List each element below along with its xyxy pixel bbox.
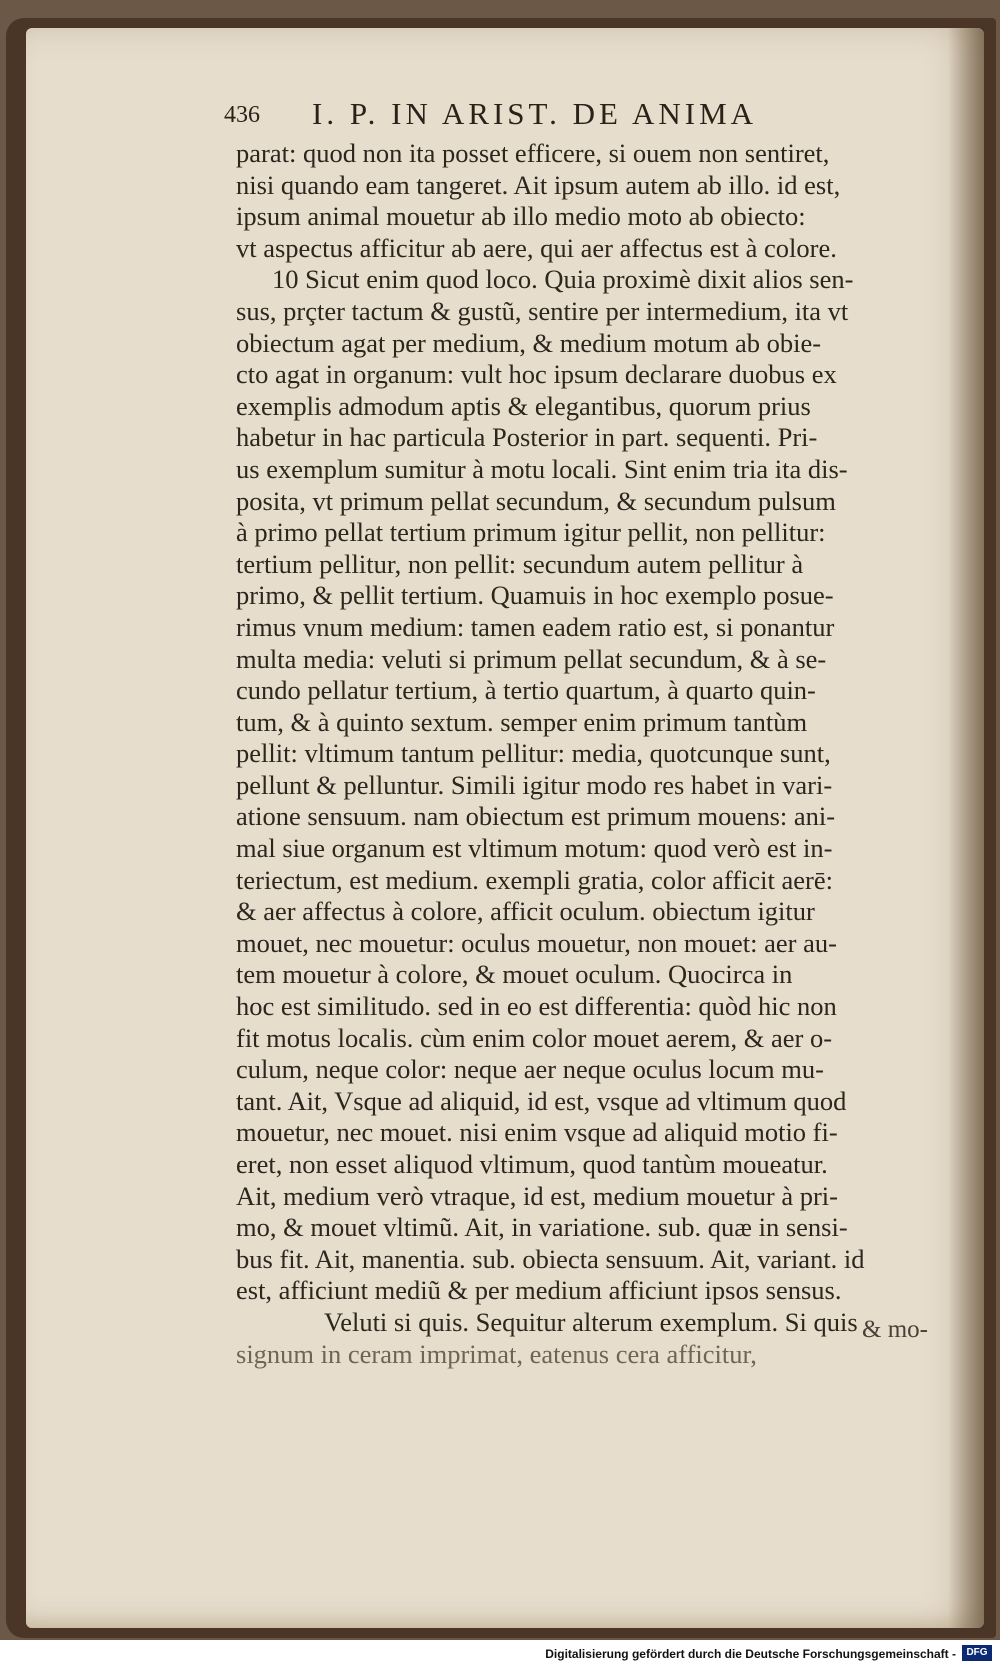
text-line: obiectum agat per medium, & medium motum ab obie- <box>236 327 822 358</box>
text-line: pellit: vltimum tantum pellitur: media, quotcunque sunt, <box>236 738 831 769</box>
text-line: mouetur, nec mouet. nisi enim vsque ad aliquid motio fi- <box>236 1117 838 1148</box>
text-line: tum, & à quinto sextum. semper enim primum tantùm <box>236 706 808 737</box>
dfg-logo: DFG <box>962 1645 992 1661</box>
text-line: mouet, nec mouetur: oculus mouetur, non mouet: aer au- <box>236 927 837 958</box>
catchword: & mo- <box>862 1316 928 1343</box>
text-line: pellunt & pelluntur. Simili igitur modo res habet in vari- <box>236 769 833 800</box>
text-line: nisi quando eam tangeret. Ait ipsum autem ab illo. id est, <box>236 169 841 200</box>
text-line: bus fit. Ait, manentia. sub. obiecta sensuum. Ait, variant. id <box>236 1243 865 1274</box>
body-text <box>236 138 916 1370</box>
text-line: us exemplum sumitur à motu locali. Sint enim tria ita dis- <box>236 453 848 484</box>
text-line: Veluti si quis. Sequitur alterum exemplum. Si quis <box>324 1306 858 1337</box>
text-line: parat: quod non ita posset efficere, si ouem non sentiret, <box>236 138 830 168</box>
page-number: 436 <box>224 102 260 128</box>
running-head <box>224 96 804 136</box>
text-line: tem mouetur à colore, & mouet oculum. Quocirca in <box>236 959 793 990</box>
text-line: teriectum, est medium. exempli gratia, color afficit aerē: <box>236 864 833 895</box>
funding-credit: Digitalisierung gefördert durch die Deutsche Forschungsgemeinschaft - <box>545 1647 956 1661</box>
page-gutter-shadow <box>948 28 984 1628</box>
text-line: 10 Sicut enim quod loco. Quia proximè dixit alios sen- <box>272 264 854 295</box>
text-line: hoc est similitudo. sed in eo est differentia: quòd hic non <box>236 991 837 1022</box>
text-line: rimus vnum medium: tamen eadem ratio est, si ponantur <box>236 611 835 642</box>
text-line: cundo pellatur tertium, à tertio quartum, à quarto quin- <box>236 675 816 706</box>
text-line: culum, neque color: neque aer neque oculus locum mu- <box>236 1054 824 1085</box>
text-line: tant. Ait, Vsque ad aliquid, id est, vsque ad vltimum quod <box>236 1085 847 1116</box>
text-line: sus, prçter tactum & gustũ, sentire per intermedium, ita vt <box>236 295 849 326</box>
text-line: vt aspectus afficitur ab aere, qui aer affectus est à colore. <box>236 232 837 263</box>
text-line: posita, vt primum pellat secundum, & secundum pulsum <box>236 485 836 516</box>
text-line: primo, & pellit tertium. Quamuis in hoc exemplo posue- <box>236 580 834 611</box>
text-line: fit motus localis. cùm enim color mouet aerem, & aer o- <box>236 1022 833 1053</box>
text-line: eret, non esset aliquod vltimum, quod tantùm moueatur. <box>236 1149 828 1179</box>
text-line: atione sensuum. nam obiectum est primum mouens: ani- <box>236 801 836 832</box>
text-line: multa media: veluti si primum pellat secundum, & à se- <box>236 643 827 674</box>
text-line: est, afficiunt mediũ & per medium afficiunt ipsos sensus. <box>236 1275 842 1306</box>
text-line: signum in ceram imprimat, eatenus cera afficitur, <box>236 1338 757 1369</box>
text-line: ipsum animal mouetur ab illo medio moto ab obiecto: <box>236 201 806 232</box>
text-line: mo, & mouet vltimũ. Ait, in variatione. sub. quæ in sensi- <box>236 1212 848 1243</box>
text-line: mal siue organum est vltimum motum: quod verò est in- <box>236 833 833 864</box>
text-line: tertium pellitur, non pellit: secundum autem pellitur à <box>236 548 804 579</box>
text-line: cto agat in organum: vult hoc ipsum declarare duobus ex <box>236 359 837 390</box>
text-line: & aer affectus à colore, afficit oculum. obiectum igitur <box>236 896 815 927</box>
text-line: Ait, medium verò vtraque, id est, medium mouetur à pri- <box>236 1180 838 1211</box>
text-line: habetur in hac particula Posterior in part. sequenti. Pri- <box>236 422 818 453</box>
running-title: I. P. IN ARIST. DE ANIMA <box>312 96 758 131</box>
footer-bar <box>0 1640 1000 1667</box>
text-line: à primo pellat tertium primum igitur pellit, non pellitur: <box>236 517 826 548</box>
text-line: exemplis admodum aptis & elegantibus, quorum prius <box>236 390 811 421</box>
